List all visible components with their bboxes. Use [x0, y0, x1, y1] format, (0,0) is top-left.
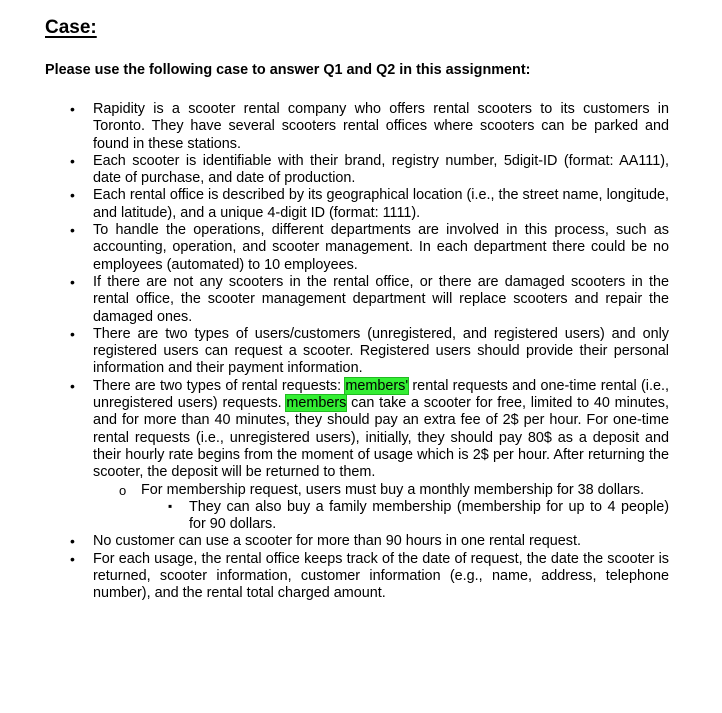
- sub-sub-list-item-text: They can also buy a family membership (membership for up to 4 people) for 90 dollars.: [189, 498, 669, 533]
- list-item: [70, 550, 669, 603]
- list-item-text: If there are not any scooters in the rental office, or there are damaged scooters in the rental office, the scooter management department will replace scooters and repair the damaged ones.: [93, 273, 669, 325]
- list-item-text: For each usage, the rental office keeps track of the date of request, the date the scooter is returned, scooter information, customer information (e.g., name, address, telephone number), and the rental total charged amount.: [93, 550, 669, 602]
- sub-list-item-text: For membership request, users must buy a monthly membership for 38 dollars.: [141, 481, 645, 498]
- sub-sub-list-item: [168, 498, 669, 534]
- bullet-icon: •: [70, 101, 75, 117]
- bullet-icon: •: [70, 187, 75, 204]
- list-item: [70, 222, 669, 274]
- list-item-text: Each rental office is described by its geographical location (i.e., the street name, longitude, and latitude), and a unique 4-digit ID (format: 1111).: [93, 187, 669, 221]
- bullet-icon: •: [70, 222, 75, 239]
- bullet-icon: •: [70, 325, 75, 342]
- list-item: [70, 187, 669, 222]
- bullet-icon: •: [70, 152, 75, 169]
- list-item-rental-requests: [70, 377, 669, 482]
- rental-text-part-2: rental requests and one-time rental (i.e., unregistered users) requests.: [93, 377, 669, 412]
- list-item-text: To handle the operations, different departments are involved in this process, such as accounting, operation, and scooter management. In each department there could be no employees (automated) to 10 employees.: [93, 222, 669, 273]
- case-title: Case:: [45, 17, 97, 38]
- bullet-icon: •: [70, 273, 75, 290]
- highlighted-word-members-possessive: members': [345, 377, 409, 394]
- circle-bullet-icon: o: [119, 482, 127, 498]
- list-item: [70, 101, 669, 153]
- rental-text-part-1: There are two types of rental requests:: [93, 377, 346, 394]
- list-item-text: No customer can use a scooter for more than 90 hours in one rental request.: [93, 533, 581, 550]
- square-bullet-icon: ▪: [168, 498, 173, 513]
- list-item: [70, 273, 669, 326]
- list-item-text: Rapidity is a scooter rental company who offers rental scooters to its customers in Toronto. They have several scooters rental offices where scooters can be parked and found in these stations.: [93, 101, 669, 152]
- sub-list-item: [119, 481, 669, 499]
- intro-instruction: Please use the following case to answer Q1 and Q2 in this assignment:: [45, 62, 531, 78]
- bullet-icon: •: [70, 533, 75, 550]
- bullet-icon: •: [70, 550, 75, 567]
- list-item: [70, 325, 669, 378]
- list-item: [70, 152, 669, 188]
- rental-text-part-3: can take a scooter for free, limited to 40 minutes, and for more than 40 minutes, they should pay an extra fee of 2$ per hour. For one-time rental requests (i.e., unregistered users), initially, they should pay 80$ as a deposit and their hourly rate begins from the moment of usage which is 2$ per hour. After returning the scooter, the deposit will be returned to them.: [93, 395, 669, 481]
- list-item-text: Each scooter is identifiable with their brand, registry number, 5digit-ID (format: AA111), date of purchase, and date of production.: [93, 152, 669, 187]
- case-bullet-list: [0, 101, 722, 603]
- highlighted-word-members: members: [286, 395, 347, 412]
- bullet-icon: •: [70, 377, 75, 394]
- list-item: [70, 533, 669, 550]
- list-item-text: There are two types of users/customers (unregistered, and registered users) and only registered users can request a scooter. Registered users should provide their personal information and their payment information.: [93, 325, 669, 377]
